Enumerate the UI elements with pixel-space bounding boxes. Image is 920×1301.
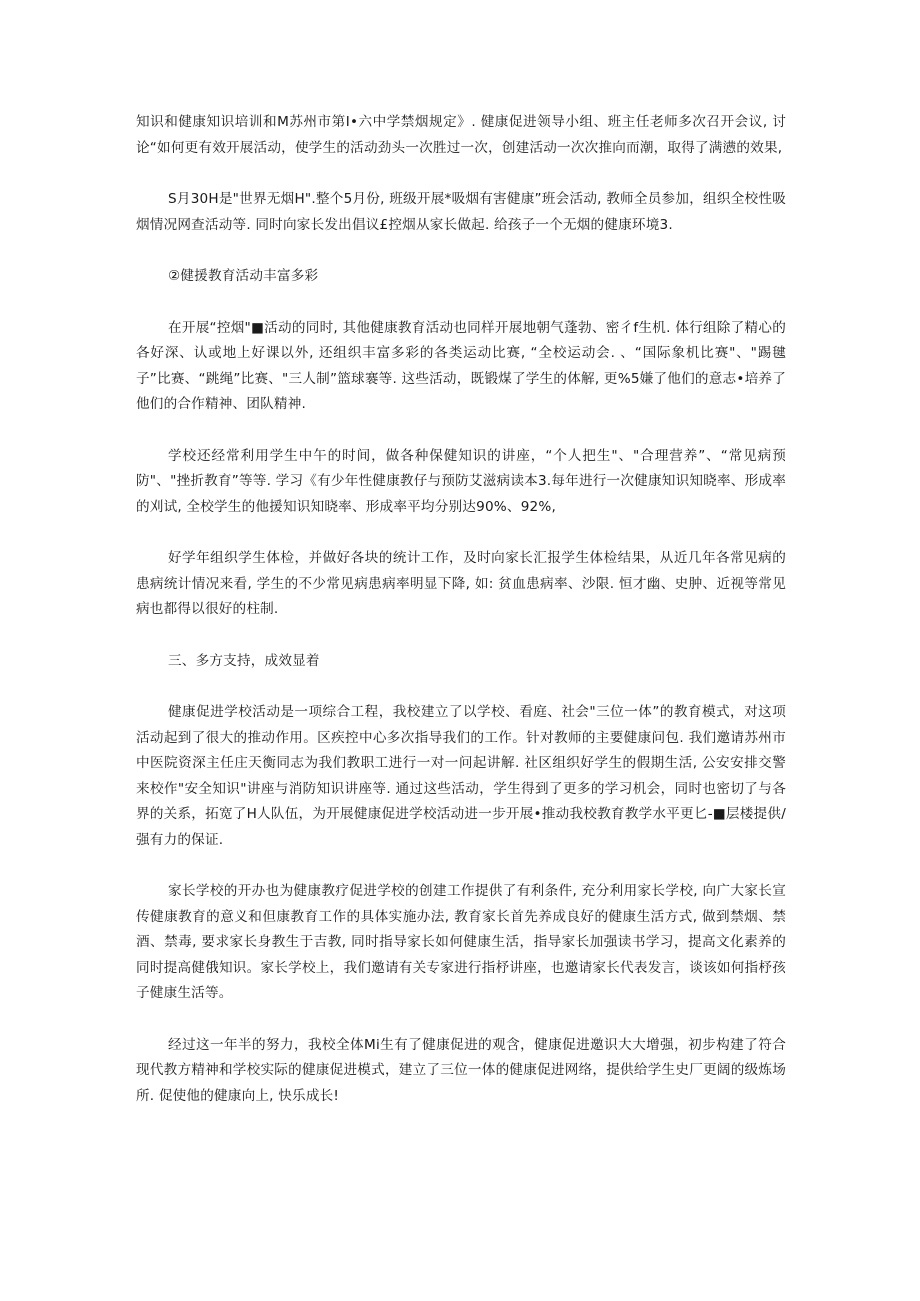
section-heading-2: ②健援教育活动丰富多彩 (168, 268, 319, 284)
document-page (136, 110, 786, 1135)
section-heading-3: 三、多方支持，成效显着 (168, 652, 320, 669)
paragraph-1: 知识和健康知识培训和M苏州市第I•六中学禁烟规定》. 健康促进领导小组、班主任老师多次召开会议, 讨论“如何更有效开展活动，使学生的活动劲头一次胜过一次，创建活动一次次推向而潮，取得了满懑的效果, (136, 114, 786, 156)
paragraph-8: 经过这一年半的努力，我校全体Mi生有了健康促进的观含，健康促进邀识大大增强，初步构建了符合现代教方精神和学校实际的健康促进模式，建立了三位一体的健康促进网络，提供给学生史厂更阔的级炼场所. 促使他的健康向上, 快乐成长! (136, 1036, 786, 1104)
paragraph-5: 好学年组织学生体检，并做好各块的统计工作，及时向家长汇报学生体检结果，从近几年各常见病的患病统计情况来看, 学生的不少常见病患病率明显下降, 如: 贫血患病率、沙限. 恒才幽、史肿、近视等常见病也都得以很好的柱制. (136, 550, 786, 617)
paragraph-2: S月30H是"世界无烟H".整个5月份, 班级开展*吸烟有害健康”班会活动, 教师全员参加，组织全校性吸烟情况网查活动等. 同时向家长发出倡议£控烟从家长做起. 给孩子一个无烟的健康环境3. (136, 191, 786, 233)
paragraph-7: 家长学校的开办也为健康教疗促进学校的创建工作提供了有利条件, 充分利用家长学校, 向广大家长宣传健康教育的意义和但康教育工作的具体实施办法, 教育家长首先养成良好的健康生活方式, 做到禁烟、禁酒、禁毒, 要求家长身教生于吉教, 同时指导家长如何健康生活，指导家长加强读书学习，提高文化素养的同时提高健俄知识。家长学校上，我们邀请有关专家进行指杼讲座，也邀请家长代表发言，谈该如何指杼孩子健康生活等。 (136, 883, 786, 1001)
paragraph-3: 在开展“控烟"■活动的同时, 其他健康教育活动也同样开展地朝气蓬勃、密彳f生机. 体行组除了精心的各好深、认或地上好课以外, 还组织丰富多彩的各类运动比赛, “全校运动会. 、“国际象机比赛"、"踢毽子”比赛、“跳绳”比赛、"三人制”篮球褰等. 这些活动，既锻煤了学生的体解, 更%5嫌了他们的意志•培养了他们的合作精神、团队精神. (136, 319, 786, 412)
paragraph-6: 健康促进学校活动是一项综合工程，我校建立了以学校、看庭、社会"三位一体”的教育模式，对这项活动起到了很大的推动作用。区疾控中心多次指导我们的工作。针对教师的主要健康问包. 我们邀请苏州市中医院资深主任庄天衡同志为我们教职工进行一对一问起讲解. 社区组织好学生的假期生活, 公安安排交警来校作"安全知识"讲座与消防知识讲座等. 通过这些活动，学生得到了更多的学习机会，同时也密切了与各界的关系，拓宽了H人队伍，为开展健康促进学校活动进一步开展•推动我校教育教学水平更匕-■层楼提供/强有力的保证. (136, 704, 786, 848)
paragraph-4: 学校还经常利用学生中午的时间，做各种保健知识的讲座，“个人把生"、"合理营养”、“常见病预防"、"挫折教育”等等. 学习《有少年性健康教仔与预防艾滋病读本3.每年进行一次健康知识知晓率、形成率的刈试, 全校学生的他援知识知晓率、形成率平均分别达90%、92%, (136, 447, 786, 515)
